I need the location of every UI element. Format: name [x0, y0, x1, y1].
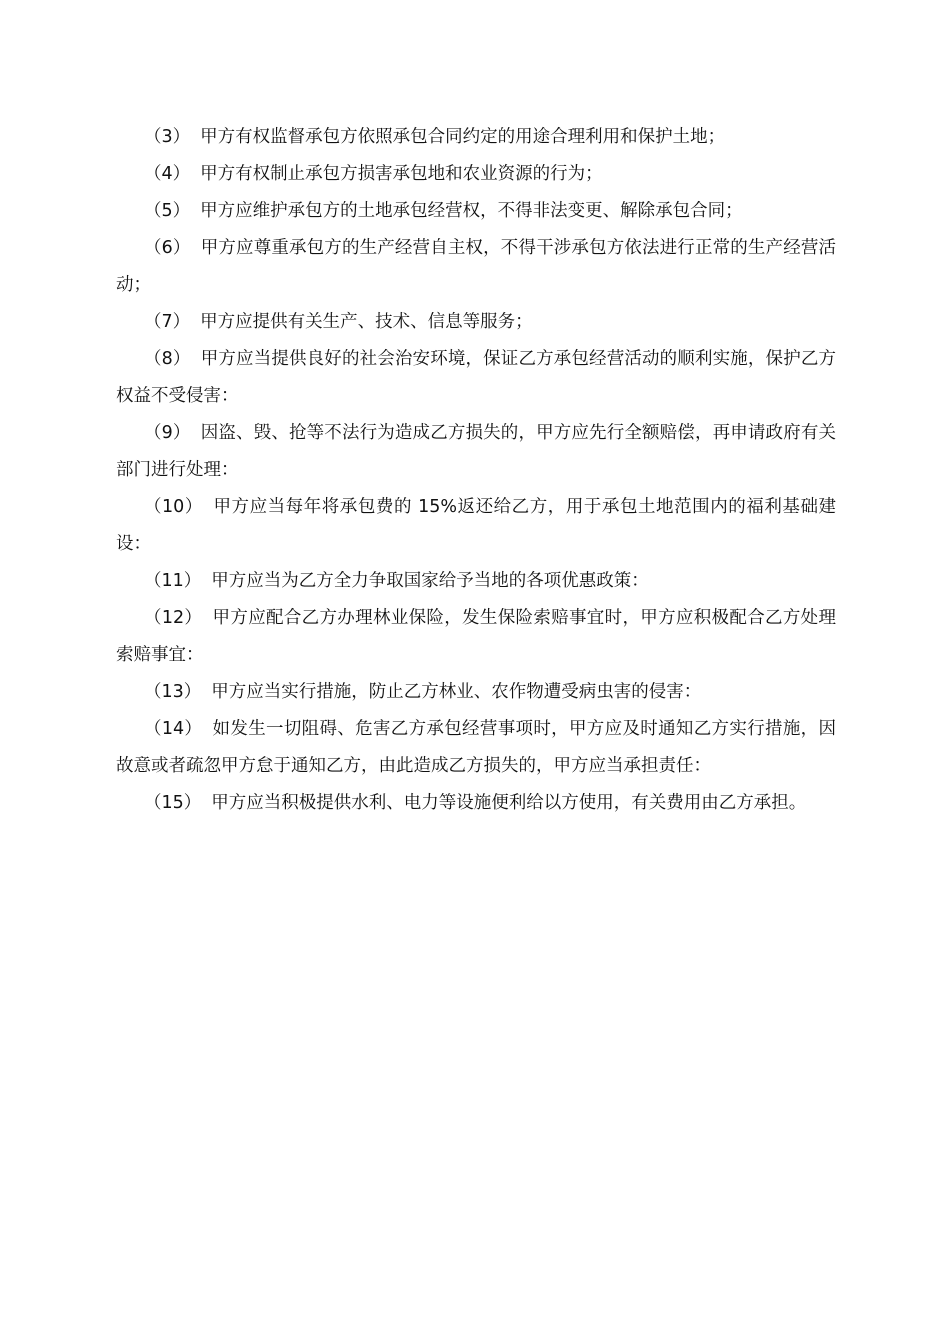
clause-number: （10） [144, 497, 203, 517]
clause-item [116, 711, 836, 785]
clause-item [116, 785, 836, 822]
clause-number: （9） [144, 423, 191, 443]
clause-item [116, 193, 836, 230]
clause-text: 甲方应尊重承包方的生产经营自主权，不得干涉承包方依法进行正常的生产经营活动； [116, 238, 836, 295]
clause-text: 甲方应当提供良好的社会治安环境，保证乙方承包经营活动的顺利实施，保护乙方权益不受侵害： [116, 349, 836, 406]
clause-number: （5） [144, 201, 191, 221]
clause-item [116, 415, 836, 489]
clause-text: 甲方应当积极提供水利、电力等设施便利给以方使用，有关费用由乙方承担。 [211, 793, 807, 813]
clause-number: （13） [144, 682, 202, 702]
clause-number: （15） [144, 793, 202, 813]
clause-text: 甲方应当为乙方全力争取国家给予当地的各项优惠政策： [211, 571, 649, 591]
clause-item [116, 230, 836, 304]
clause-item [116, 341, 836, 415]
clause-number: （8） [144, 349, 191, 369]
clause-number: （12） [144, 608, 203, 628]
clause-text: 甲方有权监督承包方依照承包合同约定的用途合理利用和保护土地； [200, 127, 726, 147]
clause-text: 甲方应提供有关生产、技术、信息等服务； [200, 312, 533, 332]
clause-number: （3） [144, 127, 191, 147]
clause-text: 甲方应当每年将承包费的 15%返还给乙方，用于承包土地范围内的福利基础建设： [116, 497, 836, 554]
clause-text: 甲方应当实行措施，防止乙方林业、农作物遭受病虫害的侵害： [211, 682, 702, 702]
clause-text: 如发生一切阻碍、危害乙方承包经营事项时，甲方应及时通知乙方实行措施，因故意或者疏忽甲方怠于通知乙方，由此造成乙方损失的，甲方应当承担责任： [116, 719, 836, 776]
clause-text: 因盗、毁、抢等不法行为造成乙方损失的，甲方应先行全额赔偿，再申请政府有关部门进行处理： [116, 423, 836, 480]
clause-text: 甲方应配合乙方办理林业保险，发生保险索赔事宜时，甲方应积极配合乙方处理索赔事宜： [116, 608, 836, 665]
clause-item [116, 156, 836, 193]
clause-number: （14） [144, 719, 203, 739]
clause-number: （6） [144, 238, 191, 258]
clause-item [116, 119, 836, 156]
clause-number: （4） [144, 164, 191, 184]
clause-item [116, 489, 836, 563]
clause-item [116, 304, 836, 341]
clause-item [116, 563, 836, 600]
clause-item [116, 600, 836, 674]
clause-text: 甲方有权制止承包方损害承包地和农业资源的行为； [200, 164, 603, 184]
clause-text: 甲方应维护承包方的土地承包经营权，不得非法变更、解除承包合同； [200, 201, 743, 221]
clause-list [116, 119, 836, 822]
clause-number: （11） [144, 571, 202, 591]
clause-number: （7） [144, 312, 191, 332]
clause-item [116, 674, 836, 711]
